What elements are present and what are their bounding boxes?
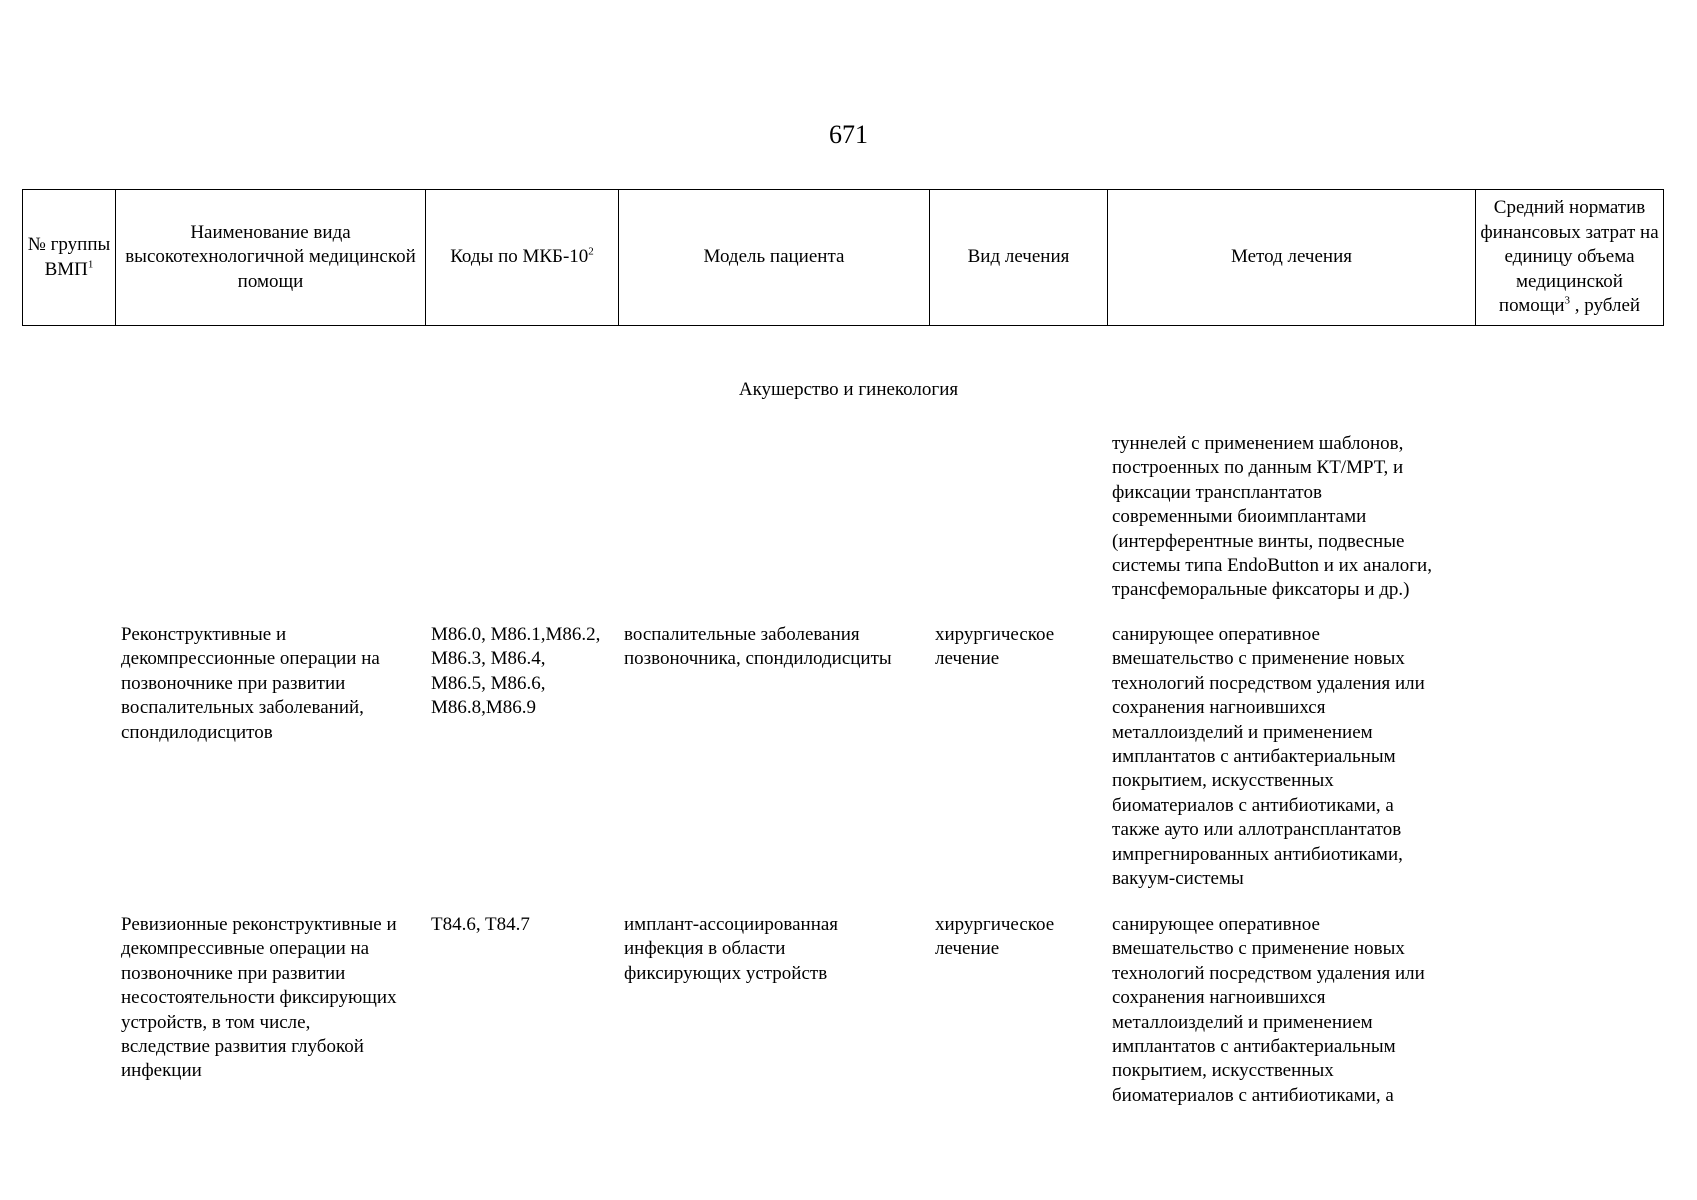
row-care-name: Реконструктивные и декомпрессионные операции на позвоночнике при развитии воспалительных заболеваний, спондилодисцитов [121,624,380,743]
header-treatment-type: Вид лечения [930,190,1108,326]
row-treatment-type: хирургическое лечение [935,624,1055,670]
header-patient-model: Модель пациента [619,190,930,326]
row-patient-model: имплант-ассоциированная инфекция в области фиксирующих устройств [624,914,839,984]
page-number: 671 [829,120,868,149]
table-header [22,189,1664,326]
row-treatment-type: хирургическое лечение [935,914,1055,960]
row-treatment-method: санирующее оперативное вмешательство с применение новых технологий посредством удаления или сохранения нагноившихся металлоизделий и применением имплантатов с антибактериальным покрытием, искусственных биоматериалов с антибиотиками, а [1112,914,1425,1106]
header-row [23,190,1664,326]
header-icd-codes: Коды по МКБ-$10^2$ [426,190,619,326]
section-title: Акушерство и гинекология [738,379,959,400]
row-icd-codes: T84.6, T84.7 [431,914,530,935]
continuation-method-text: туннелей с применением шаблонов, построенных по данным КТ/МРТ, и фиксации трансплантатов современными биоимплантами (интерферентные винты, подвесные системы типа EndoButton и их аналоги, трансфеморальные фиксаторы и др.) [1112,433,1432,601]
header-group-number: № группы ВМП$^1$ [23,190,116,326]
row-treatment-method: санирующее оперативное вмешательство с применение новых технологий посредством удаления или сохранения нагноившихся металлоизделий и применением имплантатов с антибактериальным покрытием, искусственных биоматериалов с антибиотиками, а также ауто или аллотрансплантатов импрегнированных антибиотиками, вакуум-системы [1112,624,1425,890]
row-patient-model: воспалительные заболевания позвоночника, спондилодисциты [624,624,892,670]
header-cost-norm: Средний норматив финансовых затрат на единицу объема медицинской помощи$^3$ , рублей [1476,190,1664,326]
header-treatment-method: Метод лечения [1108,190,1476,326]
row-icd-codes: M86.0, M86.1,M86.2, M86.3, M86.4, M86.5, M86.6, M86.8,M86.9 [431,624,601,719]
header-care-name: Наименование вида высокотехнологичной медицинской помощи [116,190,426,326]
row-care-name: Ревизионные реконструктивные и декомпрессивные операции на позвоночнике при развитии несостоятельности фиксирующих устройств, в том числе, вследствие развития глубокой инфекции [121,914,397,1082]
